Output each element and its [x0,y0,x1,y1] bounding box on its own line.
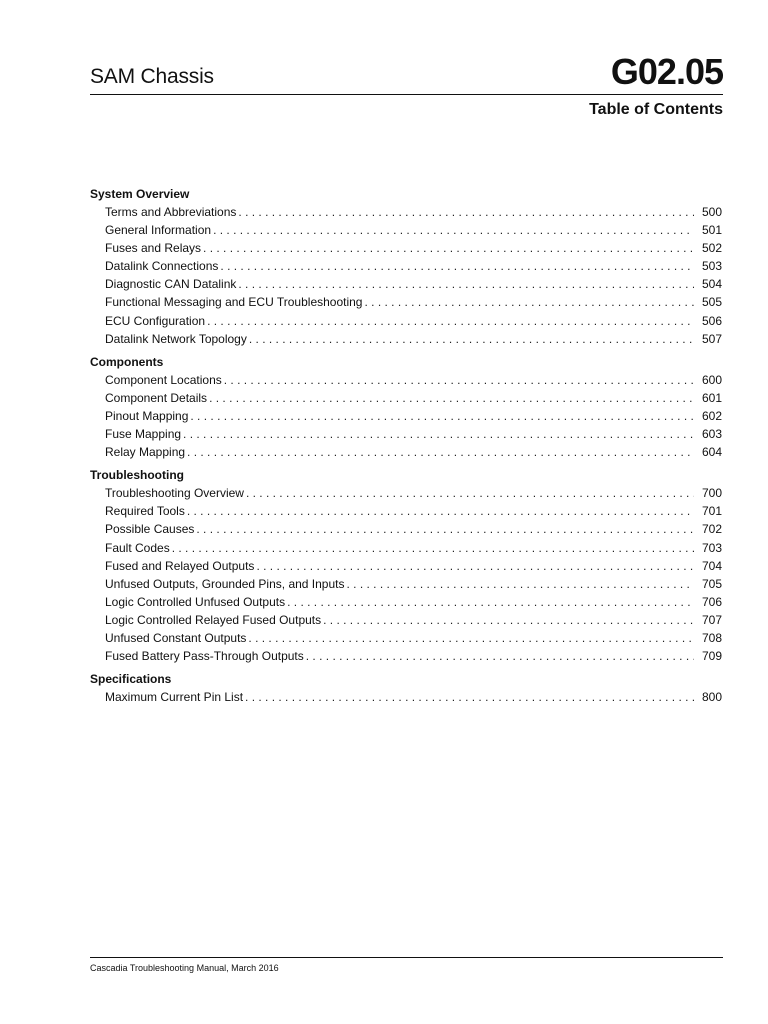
toc-dot-leader [256,557,694,575]
toc-entry-page-number: 703 [701,540,722,555]
toc-entry[interactable] [90,389,722,407]
toc-section [90,670,722,706]
toc-section-title: Troubleshooting [90,468,184,483]
toc-section [90,353,722,461]
toc-dot-leader [183,425,694,443]
toc-entry-page-number: 706 [701,594,722,609]
toc-entry[interactable] [90,611,722,629]
toc-entry-label: Logic Controlled Relayed Fused Outputs [105,612,322,627]
toc-entry-page-number: 707 [701,612,722,627]
toc-entry[interactable] [90,484,722,502]
toc-entry-page-number: 701 [701,504,722,519]
toc-entry-page-number: 600 [701,372,722,387]
toc-entry-label: Functional Messaging and ECU Troubleshooting [105,295,363,310]
toc-entry[interactable] [90,593,722,611]
toc-dot-leader [249,330,694,348]
toc-entry[interactable] [90,221,722,239]
toc-dot-leader [346,575,694,593]
toc-entry-page-number: 602 [701,408,722,423]
toc-section-title: Components [90,354,164,369]
toc-entry-page-number: 501 [701,223,722,238]
toc-entry-label: Component Details [105,390,208,405]
toc-entry[interactable] [90,647,722,665]
toc-entry-label: Logic Controlled Unfused Outputs [105,594,286,609]
toc-entry[interactable] [90,312,722,330]
toc-entry-page-number: 504 [701,277,722,292]
toc-entry-label: Fused Battery Pass-Through Outputs [105,649,304,664]
toc-dot-leader [203,239,694,257]
footer-divider [90,957,723,958]
toc-dot-leader [209,389,694,407]
toc-entry-page-number: 800 [701,690,722,705]
toc-entry-label: Fault Codes [105,540,170,555]
toc-dot-leader [323,611,694,629]
toc-dot-leader [190,407,694,425]
toc-entry-page-number: 705 [701,576,722,591]
toc-entry-page-number: 506 [701,313,722,328]
toc-entry-page-number: 708 [701,630,722,645]
toc-entry-label: Fuse Mapping [105,427,182,442]
toc-entry[interactable] [90,293,722,311]
toc-dot-leader [364,293,694,311]
toc-entry-page-number: 709 [701,649,722,664]
toc-entry-label: Possible Causes [105,522,195,537]
toc-entry-label: Unfused Constant Outputs [105,630,247,645]
toc-entry-label: Component Locations [105,372,222,387]
toc-entry-label: Fuses and Relays [105,241,202,256]
toc-entry-page-number: 505 [701,295,722,310]
toc-entry[interactable] [90,257,722,275]
toc-section [90,185,722,348]
toc-dot-leader [306,647,694,665]
toc-entry[interactable] [90,502,722,520]
toc-dot-leader [238,275,694,293]
toc-entry[interactable] [90,575,722,593]
toc-entry[interactable] [90,425,722,443]
toc-section [90,466,722,665]
toc-entry-page-number: 500 [701,205,722,219]
toc-entry[interactable] [90,629,722,647]
toc-entry[interactable] [90,407,722,425]
toc-entry[interactable] [90,203,722,221]
toc-dot-leader [245,688,694,706]
toc-section-title: Specifications [90,672,172,687]
toc-section-title: System Overview [90,187,190,201]
toc-dot-leader [287,593,694,611]
table-of-contents [90,185,722,711]
toc-dot-leader [207,312,694,330]
toc-entry-label: Unfused Outputs, Grounded Pins, and Inputs [105,576,345,591]
toc-entry-page-number: 604 [701,445,722,460]
toc-entry-page-number: 601 [701,390,722,405]
footer-text: Cascadia Troubleshooting Manual, March 2016 [90,963,279,973]
toc-dot-leader [187,502,694,520]
toc-entry[interactable] [90,557,722,575]
section-code: G02.05 [610,51,723,92]
toc-entry-label: General Information [105,223,212,238]
toc-dot-leader [248,629,694,647]
toc-entry[interactable] [90,520,722,538]
toc-entry-label: Fused and Relayed Outputs [105,558,255,573]
toc-entry-label: Relay Mapping [105,445,186,460]
toc-entry-label: Terms and Abbreviations [105,205,237,219]
toc-entry-label: Troubleshooting Overview [105,486,244,501]
toc-entry[interactable] [90,371,722,389]
toc-entry[interactable] [90,275,722,293]
toc-entry-page-number: 700 [701,486,722,501]
toc-entry-page-number: 507 [701,331,722,346]
page-header [90,51,723,95]
toc-entry-page-number: 503 [701,259,722,274]
toc-entry-page-number: 502 [701,241,722,256]
toc-entry-label: ECU Configuration [105,313,206,328]
toc-dot-leader [238,203,694,221]
toc-entry[interactable] [90,539,722,557]
toc-entry[interactable] [90,239,722,257]
toc-entry-label: Required Tools [105,504,185,519]
toc-dot-leader [213,221,694,239]
toc-entry-label: Datalink Connections [105,259,219,274]
toc-entry[interactable] [90,330,722,348]
toc-entry-page-number: 702 [701,522,722,537]
toc-entry[interactable] [90,688,722,706]
toc-dot-leader [220,257,694,275]
toc-dot-leader [246,484,694,502]
toc-entry-page-number: 603 [701,427,722,442]
manual-section-title: SAM Chassis [90,65,214,88]
toc-dot-leader [172,539,694,557]
toc-entry-label: Pinout Mapping [105,408,189,423]
page-subtitle: Table of Contents [589,101,723,118]
toc-dot-leader [187,443,694,461]
toc-entry[interactable] [90,443,722,461]
toc-entry-label: Diagnostic CAN Datalink [105,277,237,292]
toc-entry-page-number: 704 [701,558,722,573]
toc-dot-leader [196,520,694,538]
toc-dot-leader [224,371,694,389]
toc-entry-label: Maximum Current Pin List [105,690,244,705]
toc-entry-label: Datalink Network Topology [105,331,247,346]
